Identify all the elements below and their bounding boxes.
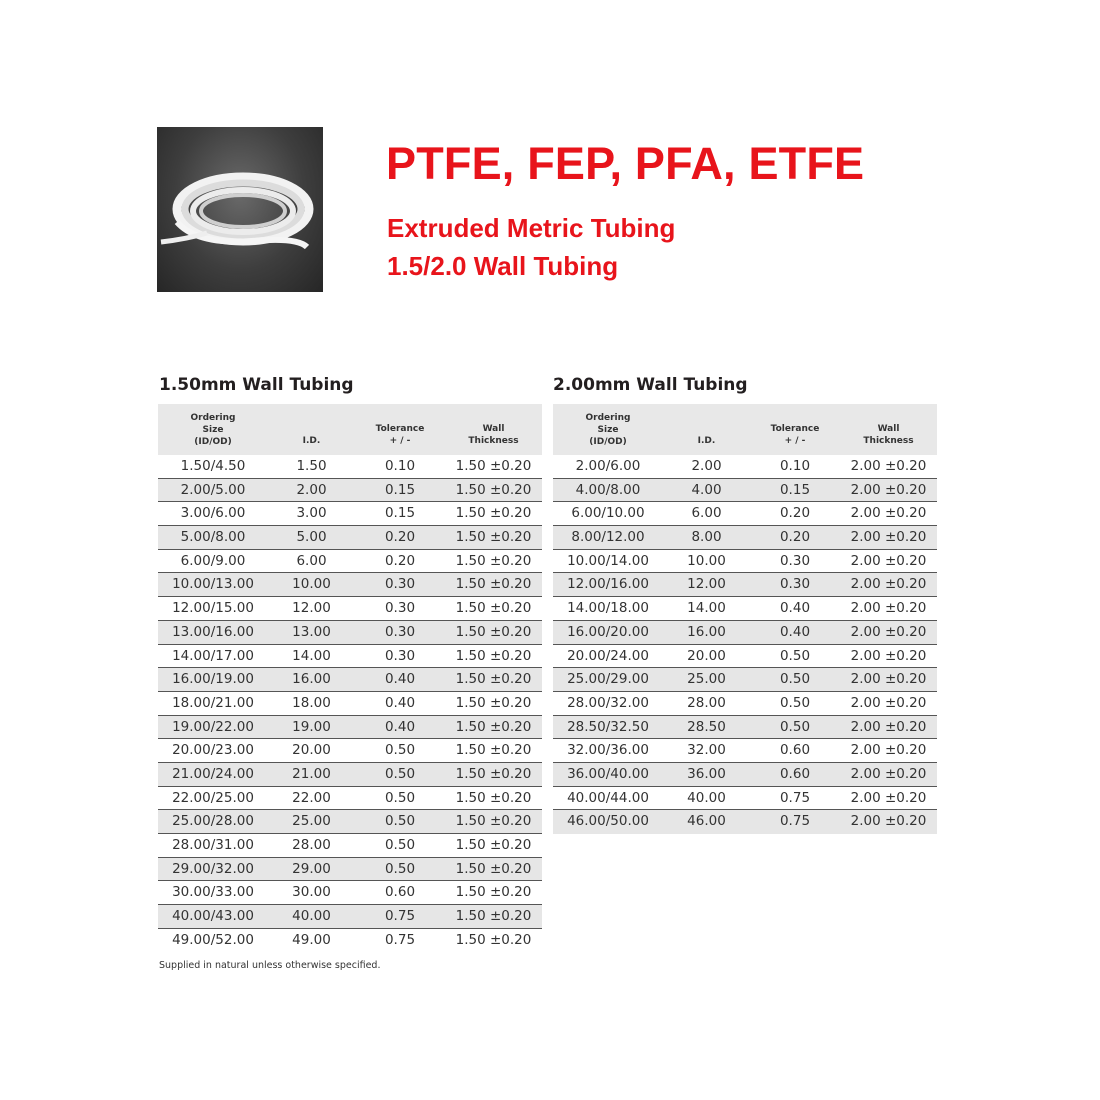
id-cell: 40.00 [687,789,726,806]
ordering-size-cell: 10.00/13.00 [172,576,254,593]
wall-thickness-cell: 2.00 ±0.20 [850,600,927,617]
col-ordering-size-header-line: (ID/OD) [589,437,627,447]
wall-thickness-cell: 1.50 ±0.20 [455,837,532,853]
table-row [158,455,542,479]
wall-thickness-cell: 1.50 ±0.20 [455,694,532,711]
ordering-size-cell: 1.50/4.50 [180,458,246,474]
ordering-size-cell: 20.00/24.00 [567,647,649,664]
ordering-size-cell: 46.00/50.00 [567,813,649,830]
id-cell: 16.00 [687,623,726,640]
tolerance-cell: 0.30 [384,623,416,640]
table-row [553,692,937,716]
table-row [158,479,542,503]
wall-thickness-cell: 2.00 ±0.20 [850,813,927,830]
col-wall-thickness-header-line: Wall [877,424,900,434]
col-wall-thickness-header [840,423,937,447]
ordering-size-cell: 2.00/6.00 [575,458,641,474]
id-cell: 14.00 [687,600,726,617]
id-cell: 36.00 [687,765,726,782]
id-cell: 3.00 [296,505,327,522]
table-row [553,810,937,834]
table-row [158,692,542,716]
id-cell: 19.00 [292,718,331,735]
wall-thickness-cell: 1.50 ±0.20 [455,600,532,617]
col-wall-thickness-header-line: Wall [482,424,505,434]
wall-thickness-cell: 1.50 ±0.20 [455,671,532,688]
id-cell: 10.00 [292,576,331,593]
id-cell: 12.00 [292,600,331,617]
wall-thickness-cell: 1.50 ±0.20 [455,765,532,782]
id-cell: 8.00 [691,529,722,546]
wall-thickness-cell: 2.00 ±0.20 [850,765,927,782]
table-row [158,645,542,669]
ordering-size-cell: 8.00/12.00 [571,529,645,546]
ordering-size-cell: 13.00/16.00 [172,623,254,640]
table-header [553,404,937,455]
page-subtitle-wall: 1.5/2.0 Wall Tubing [387,251,619,281]
table-row [158,881,542,905]
tolerance-cell: 0.10 [384,458,416,474]
table-row [553,502,937,526]
wall-thickness-cell: 2.00 ±0.20 [850,576,927,593]
tolerance-cell: 0.30 [384,647,416,664]
table-row [158,810,542,834]
page-title: PTFE, FEP, PFA, ETFE [386,138,865,189]
table-row [553,716,937,740]
id-cell: 10.00 [687,552,726,569]
col-ordering-size-header-line: Size [202,425,224,435]
tolerance-cell: 0.50 [384,813,416,830]
col-wall-thickness-header-line: Thickness [468,436,519,446]
wall-thickness-cell: 2.00 ±0.20 [850,552,927,569]
id-cell: 2.00 [691,458,722,474]
col-tolerance-header [750,423,840,447]
wall-thickness-cell: 1.50 ±0.20 [455,576,532,593]
table-row [553,550,937,574]
id-cell: 40.00 [292,908,331,925]
ordering-size-cell: 16.00/20.00 [567,623,649,640]
ordering-size-cell: 12.00/16.00 [567,576,649,593]
ordering-size-cell: 25.00/28.00 [172,813,254,830]
ordering-size-cell: 12.00/15.00 [172,600,254,617]
tolerance-cell: 0.40 [779,623,811,640]
table-1.5mm-wall [158,404,542,952]
table-title-1.5mm: 1.50mm Wall Tubing [159,375,354,395]
ordering-size-cell: 18.00/21.00 [172,694,254,711]
id-cell: 12.00 [687,576,726,593]
wall-thickness-cell: 1.50 ±0.20 [455,908,532,925]
table-header [158,404,542,455]
wall-thickness-cell: 2.00 ±0.20 [850,505,927,522]
id-cell: 4.00 [691,481,722,498]
ordering-size-cell: 20.00/23.00 [172,742,254,759]
tolerance-cell: 0.20 [779,529,811,546]
tolerance-cell: 0.20 [384,529,416,546]
col-tolerance-header-line: Tolerance [770,424,820,434]
ordering-size-cell: 29.00/32.00 [172,860,254,877]
table-row [553,597,937,621]
wall-thickness-cell: 1.50 ±0.20 [455,529,532,546]
id-cell: 28.50 [687,718,726,735]
tolerance-cell: 0.50 [779,718,811,735]
table-title-2.0mm: 2.00mm Wall Tubing [553,375,748,395]
tolerance-cell: 0.50 [779,647,811,664]
wall-thickness-cell: 1.50 ±0.20 [455,931,532,948]
ordering-size-cell: 30.00/33.00 [172,884,254,901]
ordering-size-cell: 3.00/6.00 [180,505,246,522]
wall-thickness-cell: 2.00 ±0.20 [850,647,927,664]
table-row [158,739,542,763]
tubing-coil-photo [157,127,323,292]
table-row [158,834,542,858]
id-cell: 6.00 [296,552,327,569]
ordering-size-cell: 4.00/8.00 [575,481,641,498]
id-cell: 30.00 [292,884,331,901]
ordering-size-cell: 14.00/18.00 [567,600,649,617]
id-cell: 2.00 [296,481,327,498]
table-row [553,479,937,503]
ordering-size-cell: 28.50/32.50 [567,718,649,735]
wall-thickness-cell: 1.50 ±0.20 [455,552,532,569]
tolerance-cell: 0.40 [779,600,811,617]
col-ordering-size-header [158,412,268,448]
id-cell: 25.00 [292,813,331,830]
tolerance-cell: 0.60 [779,765,811,782]
id-cell: 1.50 [296,458,327,474]
ordering-size-cell: 28.00/32.00 [567,694,649,711]
table-row [553,621,937,645]
tolerance-cell: 0.75 [384,931,416,948]
wall-thickness-cell: 1.50 ±0.20 [455,481,532,498]
col-ordering-size-header-line: Ordering [585,413,631,423]
tolerance-cell: 0.75 [779,789,811,806]
ordering-size-cell: 14.00/17.00 [172,647,254,664]
ordering-size-cell: 32.00/36.00 [567,742,649,759]
tolerance-cell: 0.50 [384,860,416,877]
ordering-size-cell: 16.00/19.00 [172,671,254,688]
wall-thickness-cell: 2.00 ±0.20 [850,789,927,806]
col-id-header [663,435,750,447]
table-row [553,763,937,787]
tolerance-cell: 0.60 [384,884,416,901]
table-2.0mm-wall [553,404,937,834]
wall-thickness-cell: 2.00 ±0.20 [850,623,927,640]
tolerance-cell: 0.50 [384,742,416,759]
id-cell: 16.00 [292,671,331,688]
tolerance-cell: 0.50 [384,765,416,782]
id-cell: 21.00 [292,765,331,782]
tolerance-cell: 0.30 [384,576,416,593]
table-row [553,739,937,763]
col-tolerance-header-line: + / - [784,436,806,446]
wall-thickness-cell: 2.00 ±0.20 [850,718,927,735]
table-row [158,526,542,550]
table-row [553,573,937,597]
wall-thickness-cell: 2.00 ±0.20 [850,742,927,759]
table-row [553,668,937,692]
ordering-size-cell: 49.00/52.00 [172,931,254,948]
ordering-size-cell: 6.00/10.00 [571,505,645,522]
tolerance-cell: 0.15 [384,481,416,498]
ordering-size-cell: 19.00/22.00 [172,718,254,735]
table-row [158,573,542,597]
tolerance-cell: 0.50 [779,694,811,711]
col-ordering-size-header-line: Ordering [190,413,236,423]
page-subtitle: Extruded Metric Tubing [387,213,676,243]
id-cell: 13.00 [292,623,331,640]
ordering-size-cell: 28.00/31.00 [172,837,254,853]
wall-thickness-cell: 1.50 ±0.20 [455,884,532,901]
tolerance-cell: 0.50 [779,671,811,688]
table-row [553,787,937,811]
table-row [553,455,937,479]
col-id-header [268,435,355,447]
table-row [553,526,937,550]
ordering-size-cell: 6.00/9.00 [180,552,246,569]
id-cell: 20.00 [292,742,331,759]
wall-thickness-cell: 1.50 ±0.20 [455,505,532,522]
wall-thickness-cell: 1.50 ±0.20 [455,813,532,830]
wall-thickness-cell: 2.00 ±0.20 [850,694,927,711]
col-ordering-size-header-line: (ID/OD) [194,437,232,447]
ordering-size-cell: 5.00/8.00 [180,529,246,546]
tolerance-cell: 0.30 [384,600,416,617]
col-ordering-size-header-line: Size [597,425,619,435]
col-wall-thickness-header-line: Thickness [863,436,914,446]
id-cell: 18.00 [292,694,331,711]
ordering-size-cell: 25.00/29.00 [567,671,649,688]
tolerance-cell: 0.30 [779,552,811,569]
id-cell: 25.00 [687,671,726,688]
table-row [158,787,542,811]
wall-thickness-cell: 1.50 ±0.20 [455,742,532,759]
wall-thickness-cell: 1.50 ±0.20 [455,647,532,664]
id-cell: 32.00 [687,742,726,759]
wall-thickness-cell: 1.50 ±0.20 [455,718,532,735]
id-cell: 22.00 [292,789,331,806]
tolerance-cell: 0.40 [384,671,416,688]
col-tolerance-header [355,423,445,447]
tolerance-cell: 0.20 [779,505,811,522]
id-cell: 5.00 [296,529,327,546]
wall-thickness-cell: 2.00 ±0.20 [850,458,927,474]
table-row [158,763,542,787]
id-cell: 49.00 [292,931,331,948]
tolerance-cell: 0.15 [384,505,416,522]
id-cell: 14.00 [292,647,331,664]
table-row [158,621,542,645]
table-row [553,645,937,669]
ordering-size-cell: 40.00/44.00 [567,789,649,806]
tolerance-cell: 0.75 [384,908,416,925]
footnote: Supplied in natural unless otherwise specified. [159,960,381,971]
ordering-size-cell: 10.00/14.00 [567,552,649,569]
col-id-header-line: I.D. [697,436,716,446]
table-row [158,716,542,740]
wall-thickness-cell: 2.00 ±0.20 [850,529,927,546]
tolerance-cell: 0.50 [384,837,416,853]
tolerance-cell: 0.30 [779,576,811,593]
ordering-size-cell: 22.00/25.00 [172,789,254,806]
table-row [158,858,542,882]
tolerance-cell: 0.40 [384,718,416,735]
tolerance-cell: 0.75 [779,813,811,830]
col-ordering-size-header [553,412,663,448]
id-cell: 28.00 [292,837,331,853]
id-cell: 29.00 [292,860,331,877]
wall-thickness-cell: 2.00 ±0.20 [850,671,927,688]
ordering-size-cell: 40.00/43.00 [172,908,254,925]
table-row [158,502,542,526]
col-tolerance-header-line: + / - [389,436,411,446]
wall-thickness-cell: 1.50 ±0.20 [455,458,532,474]
wall-thickness-cell: 1.50 ±0.20 [455,789,532,806]
table-row [158,597,542,621]
tolerance-cell: 0.20 [384,552,416,569]
table-row [158,550,542,574]
tolerance-cell: 0.60 [779,742,811,759]
wall-thickness-cell: 1.50 ±0.20 [455,623,532,640]
tolerance-cell: 0.15 [779,481,811,498]
id-cell: 46.00 [687,813,726,830]
tolerance-cell: 0.10 [779,458,811,474]
col-id-header-line: I.D. [302,436,321,446]
id-cell: 20.00 [687,647,726,664]
wall-thickness-cell: 2.00 ±0.20 [850,481,927,498]
id-cell: 6.00 [691,505,722,522]
table-row [158,905,542,929]
ordering-size-cell: 21.00/24.00 [172,765,254,782]
tolerance-cell: 0.40 [384,694,416,711]
wall-thickness-cell: 1.50 ±0.20 [455,860,532,877]
col-tolerance-header-line: Tolerance [375,424,425,434]
col-wall-thickness-header [445,423,542,447]
id-cell: 28.00 [687,694,726,711]
tolerance-cell: 0.50 [384,789,416,806]
table-row [158,668,542,692]
table-row [158,929,542,953]
ordering-size-cell: 2.00/5.00 [180,481,246,498]
ordering-size-cell: 36.00/40.00 [567,765,649,782]
